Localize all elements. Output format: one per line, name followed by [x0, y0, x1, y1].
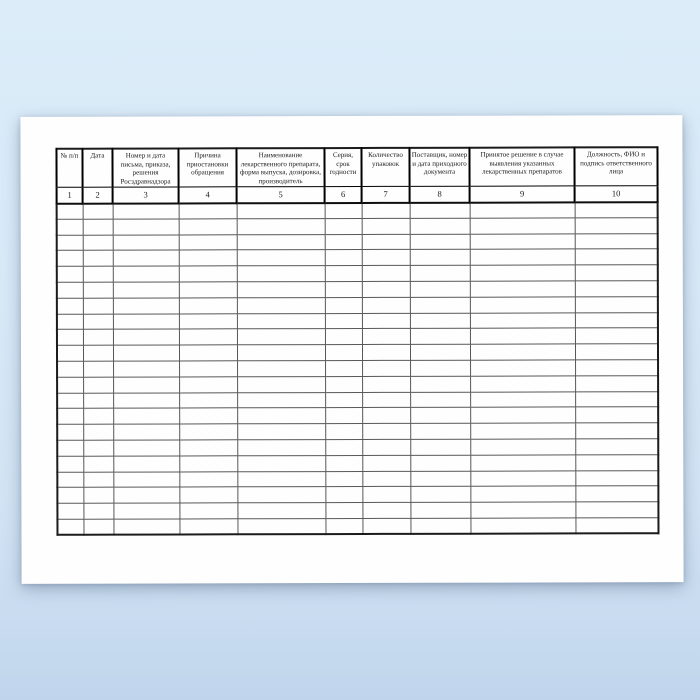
empty-cell — [179, 329, 237, 345]
column-header: № п/п — [56, 149, 82, 188]
empty-cell — [575, 281, 658, 297]
empty-cell — [113, 329, 179, 345]
empty-cell — [470, 502, 575, 518]
table-row — [57, 202, 658, 219]
table-row — [57, 502, 658, 519]
empty-cell — [83, 219, 113, 235]
empty-cell — [57, 472, 83, 488]
empty-cell — [575, 502, 658, 518]
column-header: Должность, ФИО и подпись ответственного лица — [574, 147, 657, 186]
empty-cell — [113, 266, 179, 282]
empty-cell — [575, 296, 658, 312]
empty-cell — [575, 470, 658, 486]
empty-cell — [179, 345, 237, 361]
empty-cell — [179, 440, 237, 456]
empty-cell — [470, 202, 575, 218]
table-row — [57, 454, 658, 471]
empty-cell — [179, 219, 237, 235]
empty-cell — [410, 487, 470, 503]
empty-cell — [237, 361, 325, 377]
table-row — [57, 486, 658, 503]
empty-cell — [362, 202, 410, 218]
column-number: 4 — [179, 187, 237, 203]
column-number: 2 — [83, 187, 113, 203]
empty-cell — [410, 455, 470, 471]
empty-cell — [470, 455, 575, 471]
empty-cell — [57, 330, 83, 346]
empty-cell — [113, 456, 179, 472]
column-number: 3 — [113, 187, 179, 203]
empty-cell — [362, 392, 410, 408]
empty-cell — [362, 345, 410, 361]
column-header: Серия, срок годности — [324, 148, 361, 187]
empty-cell — [179, 408, 237, 424]
empty-cell — [57, 424, 83, 440]
empty-cell — [113, 503, 179, 519]
table-row — [57, 470, 658, 487]
empty-cell — [83, 456, 113, 472]
empty-cell — [410, 281, 470, 297]
empty-cell — [83, 424, 113, 440]
empty-cell — [325, 297, 362, 313]
empty-cell — [179, 519, 237, 535]
table-row — [57, 391, 658, 408]
empty-cell — [57, 203, 83, 219]
empty-cell — [470, 518, 575, 534]
empty-cell — [325, 266, 362, 282]
empty-cell — [179, 487, 237, 503]
empty-cell — [113, 471, 179, 487]
empty-cell — [575, 202, 658, 218]
empty-cell — [57, 503, 83, 519]
empty-cell — [83, 330, 113, 346]
empty-cell — [179, 298, 237, 314]
empty-cell — [470, 360, 575, 376]
empty-cell — [362, 329, 410, 345]
empty-cell — [83, 251, 113, 267]
empty-cell — [470, 312, 575, 328]
empty-cell — [83, 393, 113, 409]
table-row — [57, 439, 658, 456]
empty-cell — [57, 251, 83, 267]
empty-cell — [362, 234, 410, 250]
empty-cell — [362, 360, 410, 376]
empty-cell — [179, 392, 237, 408]
empty-cell — [113, 345, 179, 361]
table-row — [57, 375, 658, 392]
empty-cell — [57, 440, 83, 456]
empty-cell — [83, 203, 113, 219]
table-row — [57, 249, 658, 266]
empty-cell — [470, 470, 575, 486]
empty-cell — [179, 266, 237, 282]
empty-cell — [113, 393, 179, 409]
column-number: 7 — [362, 186, 410, 202]
empty-cell — [325, 392, 362, 408]
empty-cell — [410, 408, 470, 424]
empty-cell — [237, 297, 325, 313]
empty-cell — [237, 424, 325, 440]
empty-cell — [575, 312, 658, 328]
empty-cell — [325, 487, 362, 503]
empty-cell — [83, 377, 113, 393]
empty-cell — [470, 297, 575, 313]
empty-cell — [325, 281, 362, 297]
empty-cell — [83, 235, 113, 251]
empty-cell — [237, 266, 325, 282]
empty-cell — [113, 361, 179, 377]
empty-cell — [83, 361, 113, 377]
empty-cell — [179, 503, 237, 519]
empty-cell — [362, 518, 410, 534]
empty-cell — [237, 345, 325, 361]
empty-cell — [362, 455, 410, 471]
column-header: Наименование лекарственного препарата, форма выпуска, дозировка, производитель — [236, 148, 324, 187]
empty-cell — [325, 455, 362, 471]
empty-cell — [113, 408, 179, 424]
empty-cell — [57, 266, 83, 282]
empty-cell — [237, 250, 325, 266]
empty-cell — [325, 202, 362, 218]
empty-cell — [237, 313, 325, 329]
column-number: 9 — [470, 186, 575, 202]
empty-cell — [362, 218, 410, 234]
empty-cell — [362, 487, 410, 503]
empty-cell — [237, 487, 325, 503]
empty-cell — [113, 203, 179, 219]
document-page — [20, 115, 683, 584]
empty-cell — [57, 361, 83, 377]
empty-cell — [325, 518, 362, 534]
empty-cell — [575, 375, 658, 391]
empty-cell — [57, 219, 83, 235]
empty-cell — [575, 344, 658, 360]
empty-cell — [113, 235, 179, 251]
empty-cell — [325, 250, 362, 266]
empty-cell — [470, 423, 575, 439]
empty-cell — [362, 313, 410, 329]
empty-cell — [470, 344, 575, 360]
empty-cell — [325, 360, 362, 376]
empty-cell — [237, 234, 325, 250]
empty-cell — [237, 329, 325, 345]
table-row — [57, 328, 658, 345]
empty-cell — [325, 503, 362, 519]
empty-cell — [57, 519, 83, 535]
empty-cell — [57, 377, 83, 393]
empty-cell — [362, 281, 410, 297]
empty-cell — [83, 503, 113, 519]
empty-cell — [575, 265, 658, 281]
empty-cell — [237, 376, 325, 392]
empty-cell — [113, 250, 179, 266]
register-table — [55, 146, 659, 536]
table-row — [57, 217, 658, 234]
column-number: 6 — [325, 186, 362, 202]
empty-cell — [83, 345, 113, 361]
empty-cell — [325, 345, 362, 361]
column-header: Причина приостановки обращения — [178, 148, 236, 187]
empty-cell — [83, 472, 113, 488]
empty-cell — [575, 454, 658, 470]
empty-cell — [113, 219, 179, 235]
empty-cell — [410, 344, 470, 360]
empty-cell — [83, 282, 113, 298]
empty-cell — [325, 313, 362, 329]
empty-cell — [83, 440, 113, 456]
empty-cell — [575, 407, 658, 423]
empty-cell — [410, 329, 470, 345]
table-row — [57, 344, 658, 361]
empty-cell — [237, 203, 325, 219]
empty-cell — [57, 393, 83, 409]
empty-cell — [362, 424, 410, 440]
empty-cell — [179, 361, 237, 377]
empty-cell — [113, 424, 179, 440]
empty-cell — [179, 203, 237, 219]
empty-cell — [362, 250, 410, 266]
empty-cell — [362, 297, 410, 313]
empty-cell — [575, 439, 658, 455]
empty-cell — [325, 234, 362, 250]
empty-cell — [83, 314, 113, 330]
empty-cell — [325, 329, 362, 345]
empty-cell — [362, 376, 410, 392]
empty-cell — [179, 424, 237, 440]
empty-cell — [57, 314, 83, 330]
empty-cell — [57, 409, 83, 425]
table-row — [57, 233, 658, 250]
empty-cell — [237, 218, 325, 234]
column-header: Принятое решение в случае выявления указанных лекарственных препаратов — [469, 147, 574, 186]
empty-cell — [575, 391, 658, 407]
empty-cell — [113, 377, 179, 393]
table-row — [57, 265, 658, 282]
empty-cell — [410, 471, 470, 487]
empty-cell — [179, 250, 237, 266]
empty-cell — [237, 282, 325, 298]
empty-cell — [575, 217, 658, 233]
empty-cell — [470, 328, 575, 344]
empty-cell — [410, 423, 470, 439]
column-header: Номер и дата письма, приказа, решения Росздравнадзора — [112, 148, 178, 187]
empty-cell — [470, 234, 575, 250]
empty-cell — [410, 502, 470, 518]
empty-cell — [57, 282, 83, 298]
empty-cell — [470, 249, 575, 265]
column-header: Дата — [82, 149, 112, 188]
table-body — [57, 202, 659, 535]
empty-cell — [410, 218, 470, 234]
empty-cell — [237, 408, 325, 424]
empty-cell — [575, 486, 658, 502]
empty-cell — [83, 408, 113, 424]
empty-cell — [575, 249, 658, 265]
column-header: Количество упаковок — [361, 148, 409, 187]
empty-cell — [362, 408, 410, 424]
empty-cell — [362, 502, 410, 518]
empty-cell — [113, 298, 179, 314]
empty-cell — [113, 487, 179, 503]
empty-cell — [57, 298, 83, 314]
empty-cell — [83, 266, 113, 282]
column-number: 8 — [410, 186, 470, 202]
empty-cell — [237, 503, 325, 519]
empty-cell — [575, 360, 658, 376]
empty-cell — [410, 376, 470, 392]
column-number: 10 — [575, 186, 658, 202]
empty-cell — [470, 439, 575, 455]
empty-cell — [57, 345, 83, 361]
empty-cell — [575, 518, 658, 534]
empty-cell — [179, 471, 237, 487]
empty-cell — [575, 328, 658, 344]
empty-cell — [237, 471, 325, 487]
empty-cell — [470, 218, 575, 234]
column-number: 5 — [237, 187, 325, 203]
empty-cell — [410, 392, 470, 408]
empty-cell — [410, 518, 470, 534]
empty-cell — [57, 456, 83, 472]
table-row — [57, 296, 658, 313]
empty-cell — [410, 202, 470, 218]
empty-cell — [83, 519, 113, 535]
empty-cell — [470, 281, 575, 297]
empty-cell — [237, 519, 325, 535]
empty-cell — [325, 376, 362, 392]
empty-cell — [179, 234, 237, 250]
empty-cell — [113, 282, 179, 298]
empty-cell — [237, 440, 325, 456]
table-row — [57, 312, 658, 329]
empty-cell — [470, 391, 575, 407]
empty-cell — [410, 297, 470, 313]
empty-cell — [83, 298, 113, 314]
table-row — [57, 360, 658, 377]
empty-cell — [410, 250, 470, 266]
empty-cell — [325, 424, 362, 440]
empty-cell — [470, 486, 575, 502]
table-row — [57, 518, 658, 535]
empty-cell — [325, 218, 362, 234]
empty-cell — [179, 456, 237, 472]
empty-cell — [410, 234, 470, 250]
empty-cell — [410, 360, 470, 376]
empty-cell — [362, 439, 410, 455]
empty-cell — [179, 313, 237, 329]
empty-cell — [470, 407, 575, 423]
empty-cell — [410, 313, 470, 329]
header-numbers-row — [57, 186, 658, 204]
table-row — [57, 423, 658, 440]
empty-cell — [410, 439, 470, 455]
table-row — [57, 407, 658, 424]
empty-cell — [325, 439, 362, 455]
empty-cell — [470, 376, 575, 392]
empty-cell — [83, 487, 113, 503]
empty-cell — [113, 440, 179, 456]
empty-cell — [325, 408, 362, 424]
table-row — [57, 281, 658, 298]
empty-cell — [57, 235, 83, 251]
empty-cell — [470, 265, 575, 281]
empty-cell — [237, 392, 325, 408]
column-header: Поставщик, номер и дата приходного документа — [409, 148, 469, 187]
empty-cell — [237, 455, 325, 471]
empty-cell — [179, 377, 237, 393]
empty-cell — [179, 282, 237, 298]
header-labels-row — [56, 147, 657, 187]
empty-cell — [410, 265, 470, 281]
empty-cell — [575, 233, 658, 249]
empty-cell — [575, 423, 658, 439]
empty-cell — [325, 471, 362, 487]
empty-cell — [362, 266, 410, 282]
empty-cell — [57, 488, 83, 504]
empty-cell — [362, 471, 410, 487]
empty-cell — [113, 314, 179, 330]
column-number: 1 — [57, 187, 83, 203]
empty-cell — [113, 519, 179, 535]
